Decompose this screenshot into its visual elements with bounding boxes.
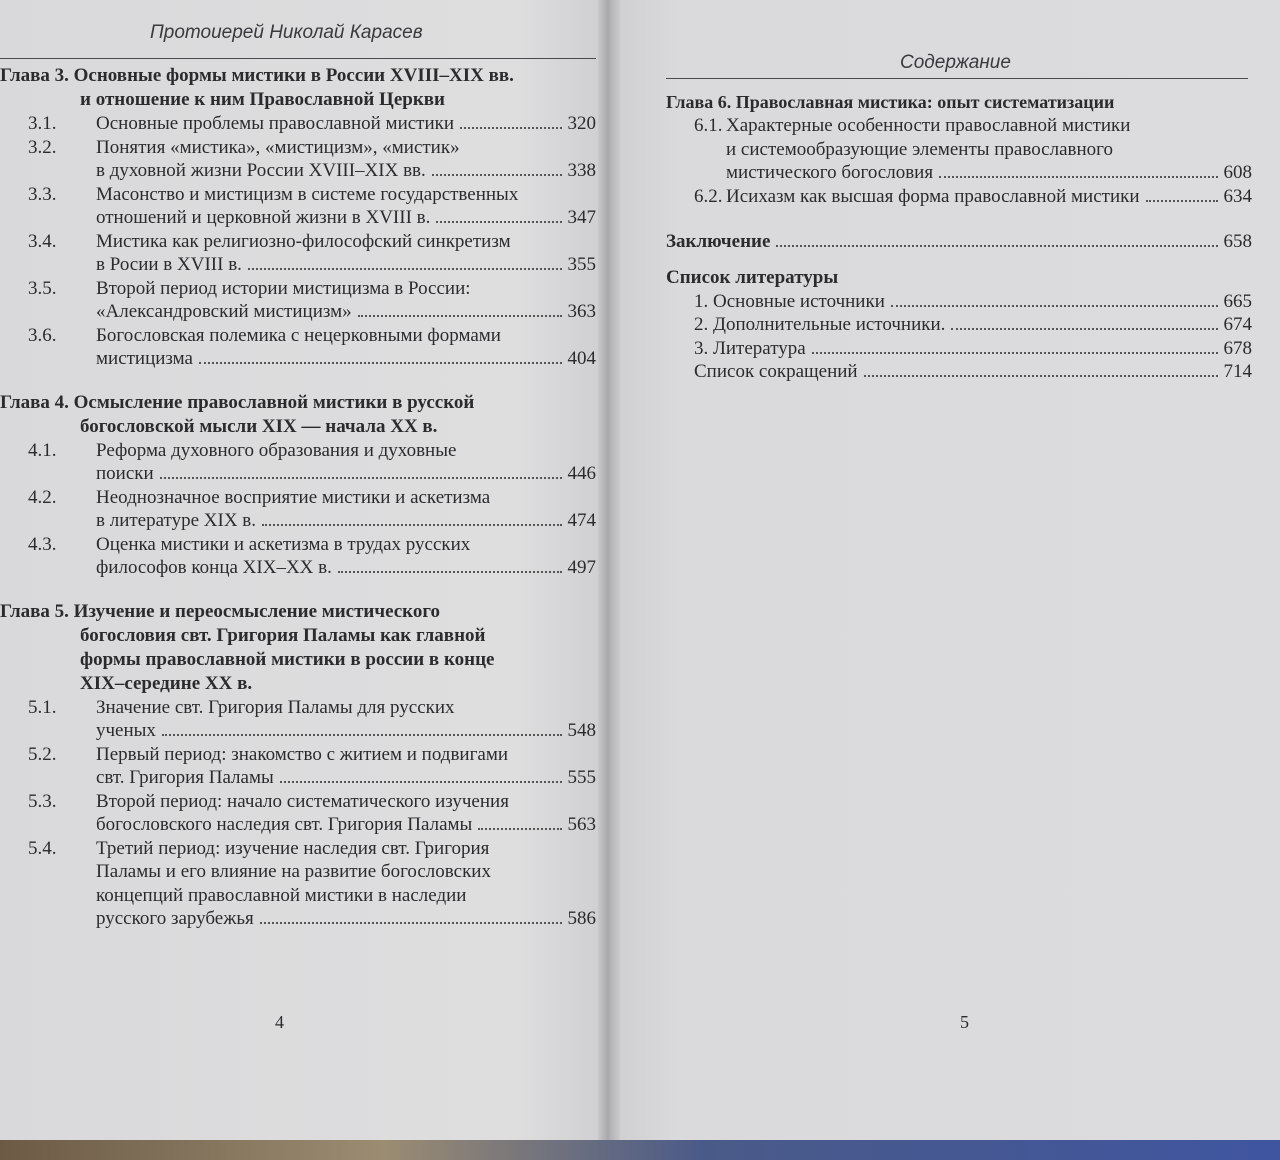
conclusion-row: [666, 230, 1252, 254]
entry-text-line: Третий период: изучение наследия свт. Григория: [96, 837, 490, 859]
toc-right: [666, 90, 1252, 384]
chapter-title-line: формы православной мистики в россии в конце: [80, 648, 495, 670]
entry-text-line: ученых: [96, 720, 156, 741]
toc-entry: [28, 136, 596, 183]
entry-number: 3.3.: [28, 183, 57, 205]
entry-page-number: 355: [567, 254, 596, 275]
entry-text-line: в литературе XIX в.: [96, 510, 257, 531]
toc-entry: [28, 230, 596, 277]
entry-last-line: [96, 462, 596, 486]
chapter-title-line: Глава 3. Основные формы мистики в России XVIII–XIX вв.: [0, 65, 514, 86]
toc-entry: [28, 112, 596, 136]
header-rule: [666, 78, 1248, 79]
dot-leader: [1146, 199, 1218, 202]
entry-number: 5.4.: [28, 837, 57, 859]
bibliography-item-page: 665: [1223, 290, 1252, 312]
entry-text-line: Масонство и мистицизм в системе государственных: [96, 183, 519, 205]
chapter-title-line: и отношение к ним Православной Церкви: [80, 89, 445, 110]
entry-text-line: русского зарубежья: [96, 908, 254, 929]
bibliography-item: [666, 313, 1252, 337]
left-page: [0, 0, 606, 1140]
entry-last-line: [96, 159, 596, 183]
entry-text-line: Второй период: начало систематического изучения: [96, 790, 509, 812]
entry-page-number: 586: [567, 908, 596, 929]
chapter-title-line: богословия свт. Григория Паламы как главной: [80, 624, 486, 646]
entry-number: 3.6.: [28, 324, 57, 346]
conclusion-page: 658: [1223, 231, 1252, 252]
dot-leader: [248, 267, 562, 270]
chapter-title-line: Глава 5. Изучение и переосмысление мистического: [0, 600, 441, 622]
entry-last-line: [96, 813, 596, 837]
entry-number: 3.5.: [28, 277, 57, 299]
entry-text-line: свт. Григория Паламы: [96, 767, 274, 788]
toc-entry: [28, 486, 596, 533]
toc-entry: [28, 837, 596, 931]
entry-page-number: 363: [567, 301, 596, 322]
entry-text-line: философов конца XIX–XX в.: [96, 557, 332, 578]
dot-leader: [262, 523, 561, 526]
entry-text-line: отношений и церковной жизни в XVIII в.: [96, 207, 431, 228]
toc-entry: [28, 790, 596, 837]
entry-text-line: Богословская полемика с нецерковными формами: [96, 324, 501, 346]
bibliography-item-page: 714: [1223, 361, 1252, 382]
entry-text-line: поиски: [96, 463, 154, 484]
page-number: 4: [275, 1012, 284, 1032]
dot-leader: [432, 173, 562, 176]
right-page: [612, 0, 1280, 1140]
entry-page-number: 608: [1223, 162, 1252, 183]
entry-number: 3.1.: [28, 113, 57, 134]
entry-last-line: [96, 206, 596, 230]
entry-page-number: 320: [567, 113, 596, 134]
entry-text-line: и системообразующие элементы православного: [726, 138, 1113, 160]
dot-leader: [478, 827, 561, 830]
toc-entry: [28, 183, 596, 230]
entry-page-number: 446: [567, 463, 596, 484]
entry-text-line: Неоднозначное восприятие мистики и аскетизма: [96, 486, 491, 508]
entry-number: 6.2.: [694, 185, 723, 207]
entry-number: 4.3.: [28, 533, 57, 555]
entry-page-number: 474: [567, 510, 596, 531]
entry-last-line: [96, 253, 596, 277]
dot-leader: [951, 327, 1217, 330]
dot-leader: [199, 361, 562, 364]
entry-text-line: в духовной жизни России XVIII–XIX вв.: [96, 160, 426, 181]
bibliography-item-page: 674: [1223, 314, 1252, 335]
entry-text-line: мистицизма: [96, 348, 193, 369]
entry-number: 3.2.: [28, 136, 57, 158]
toc-entry: [28, 533, 596, 580]
entry-text-line: концепций православной мистики в наследии: [96, 884, 467, 906]
entry-last-line: [96, 766, 596, 790]
chapter-title: Глава 6. Православная мистика: опыт систематизации: [666, 92, 1115, 112]
bibliography-item: [666, 337, 1252, 361]
conclusion-label: Заключение: [666, 231, 771, 252]
entry-last-line: [96, 300, 596, 324]
bibliography-item-label: 1. Основные источники: [694, 290, 885, 312]
entry-last-line: [96, 347, 596, 371]
entry-last-line: [96, 112, 596, 136]
dot-leader: [338, 570, 562, 573]
chapter-title: [0, 600, 596, 696]
entry-number: 3.4.: [28, 230, 57, 252]
entry-text-line: мистического богословия: [726, 162, 934, 183]
entry-page-number: 548: [567, 720, 596, 741]
toc-entry: [28, 743, 596, 790]
chapter-title: [0, 391, 596, 439]
toc-entry: [28, 324, 596, 371]
toc-entry: [694, 114, 1252, 185]
running-head-section: Содержание: [900, 52, 1011, 73]
entry-last-line: [96, 907, 596, 931]
entry-text-line: Характерные особенности православной мистики: [726, 115, 1131, 136]
entry-text-line: Исихазм как высшая форма православной мистики: [726, 185, 1140, 207]
dot-leader: [160, 476, 562, 479]
toc-entry: [694, 185, 1252, 209]
entry-page-number: 338: [567, 160, 596, 181]
entry-last-line: [726, 161, 1252, 185]
toc-entry: [28, 277, 596, 324]
entry-text-line: богословского наследия свт. Григория Паламы: [96, 814, 473, 835]
entry-text-line: в Росии в XVIII в.: [96, 254, 242, 275]
chapter-title: [0, 64, 596, 112]
entry-text-line: Основные проблемы православной мистики: [96, 113, 455, 134]
bibliography-item-label: 2. Дополнительные источники.: [694, 314, 946, 335]
entry-text-line: Реформа духовного образования и духовные: [96, 439, 457, 461]
dot-leader: [460, 126, 561, 129]
dot-leader: [864, 374, 1218, 377]
entry-page-number: 634: [1223, 185, 1252, 207]
entry-last-line: [96, 509, 596, 533]
dot-leader: [162, 733, 562, 736]
toc-entry: [28, 439, 596, 486]
entry-page-number: 404: [567, 348, 596, 369]
entry-text-line: «Александровский мистицизм»: [96, 301, 352, 322]
entry-text-line: Оценка мистики и аскетизма в трудах русских: [96, 533, 471, 555]
entry-text-line: Значение свт. Григория Паламы для русских: [96, 696, 455, 718]
dot-leader: [280, 780, 562, 783]
entry-number: 4.2.: [28, 486, 57, 508]
entry-page-number: 563: [567, 814, 596, 835]
entry-page-number: 555: [567, 767, 596, 788]
chapter-title-line: богословской мысли XIX — начала XX в.: [80, 415, 438, 437]
bibliography-item-page: 678: [1223, 337, 1252, 359]
entry-number: 6.1.: [694, 115, 723, 136]
bibliography-title: Список литературы: [666, 266, 839, 288]
running-head-author: Протоиерей Николай Карасев: [150, 22, 423, 43]
entry-text-line: Понятия «мистика», «мистицизм», «мистик»: [96, 136, 460, 158]
entry-last-line: [96, 719, 596, 743]
entry-number: 5.1.: [28, 696, 57, 718]
dot-leader: [776, 244, 1217, 247]
dot-leader: [939, 175, 1217, 178]
dot-leader: [436, 220, 561, 223]
bibliography-item: [666, 290, 1252, 314]
dot-leader: [891, 304, 1218, 307]
entry-text-line: Первый период: знакомство с житием и подвигами: [96, 743, 509, 765]
dot-leader: [260, 921, 562, 924]
book-gutter: [598, 0, 620, 1140]
bibliography-item: [666, 360, 1252, 384]
dot-leader: [358, 314, 562, 317]
toc-left: [0, 64, 596, 931]
entry-last-line: [96, 556, 596, 580]
bibliography-item-label: 3. Литература: [694, 337, 806, 359]
bibliography-item-label: Список сокращений: [694, 361, 858, 382]
entry-text-line: Второй период истории мистицизма в России:: [96, 277, 471, 299]
entry-page-number: 347: [567, 207, 596, 228]
entry-text-line: Паламы и его влияние на развитие богословских: [96, 861, 491, 882]
page-number: 5: [960, 1012, 969, 1032]
dot-leader: [812, 351, 1218, 354]
toc-entry: [28, 696, 596, 743]
header-rule: [0, 58, 596, 59]
chapter-title-line: Глава 4. Осмысление православной мистики в русской: [0, 391, 475, 413]
entry-page-number: 497: [567, 557, 596, 578]
entry-number: 5.2.: [28, 743, 57, 765]
entry-text-line: Мистика как религиозно-философский синкретизм: [96, 230, 511, 252]
chapter-title-line: XIX–середине XX в.: [80, 672, 253, 694]
entry-number: 4.1.: [28, 439, 57, 461]
entry-last-line: [726, 185, 1252, 209]
entry-number: 5.3.: [28, 790, 57, 812]
